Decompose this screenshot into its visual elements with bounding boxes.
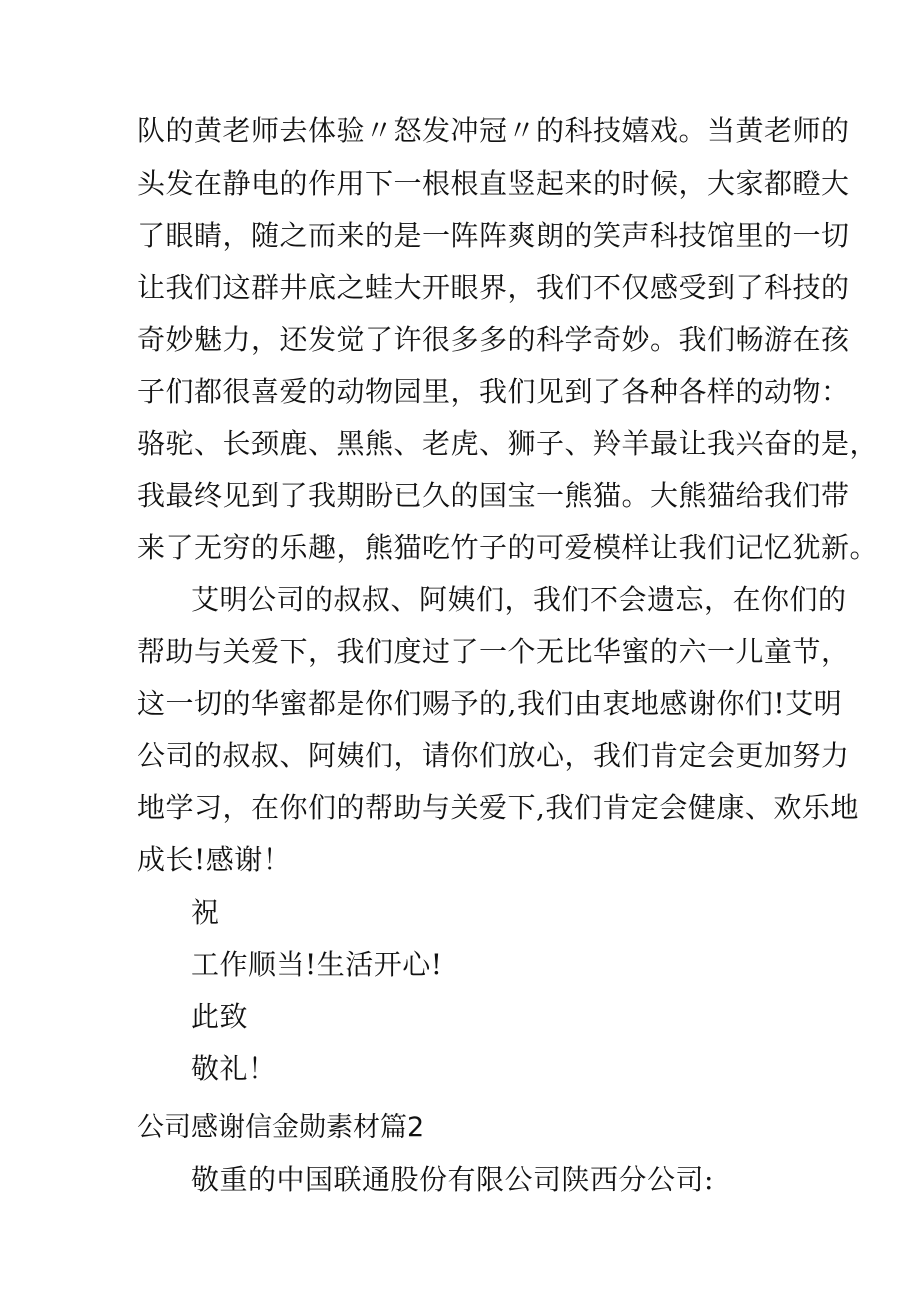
paragraph-2-line-5: 地学习，在你们的帮助与关爱下,我们肯定会健康、欢乐地 xyxy=(137,791,859,824)
paragraph-2-line-1: 艾明公司的叔叔、阿姨们，我们不会遗忘，在你们的 xyxy=(191,583,847,616)
closing-regards: 此致 xyxy=(191,1000,249,1033)
paragraph-1-line-7: 骆驼、长颈鹿、黑熊、老虎、狮子、羚羊最让我兴奋的是， xyxy=(137,427,879,460)
closing-wish: 祝 xyxy=(191,896,220,929)
closing-wish-text: 工作顺当!生活开心! xyxy=(191,948,443,981)
paragraph-1-line-2: 头发在静电的作用下一根根直竖起来的时候，大家都瞪大 xyxy=(137,167,850,200)
paragraph-1-line-4: 让我们这群井底之蛙大开眼界，我们不仅感受到了科技的 xyxy=(137,271,850,304)
section-2-salutation: 敬重的中国联通股份有限公司陕西分公司: xyxy=(191,1163,714,1196)
paragraph-1-line-3: 了眼睛，随之而来的是一阵阵爽朗的笑声科技馆里的一切 xyxy=(137,219,850,252)
paragraph-2-line-3: 这一切的华蜜都是你们赐予的,我们由衷地感谢你们!艾明 xyxy=(137,687,843,720)
paragraph-2-line-2: 帮助与关爱下，我们度过了一个无比华蜜的六一儿童节， xyxy=(137,635,850,668)
section-2-heading: 公司感谢信金勋素材篇2 xyxy=(137,1112,425,1143)
paragraph-1-line-6: 子们都很喜爱的动物园里，我们见到了各种各样的动物： xyxy=(137,375,850,408)
paragraph-1-line-1: 队的黄老师去体验〃怒发冲冠〃的科技嬉戏。当黄老师的 xyxy=(137,114,850,147)
paragraph-2-line-6: 成长!感谢！ xyxy=(137,843,292,876)
paragraph-1-line-8: 我最终见到了我期盼已久的国宝一熊猫。大熊猫给我们带 xyxy=(137,479,850,512)
closing-salute: 敬礼！ xyxy=(191,1052,277,1085)
paragraph-1-line-5: 奇妙魅力，还发觉了许很多多的科学奇妙。我们畅游在孩 xyxy=(137,323,850,356)
paragraph-2-line-4: 公司的叔叔、阿姨们，请你们放心，我们肯定会更加努力 xyxy=(137,739,850,772)
paragraph-1-line-9: 来了无穷的乐趣，熊猫吃竹子的可爱模样让我们记忆犹新。 xyxy=(137,531,879,564)
